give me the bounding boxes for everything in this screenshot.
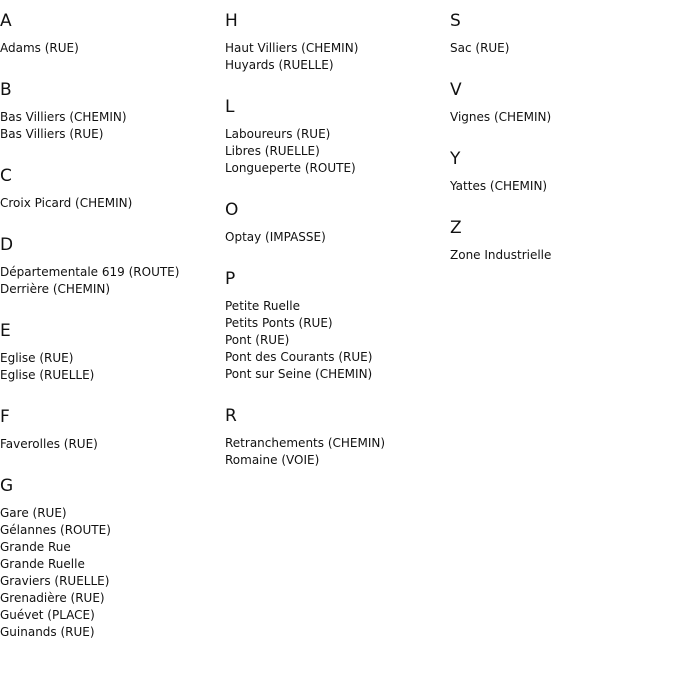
letter-group xyxy=(450,10,670,57)
street-list xyxy=(225,126,445,177)
letter-heading: B xyxy=(0,80,12,100)
street-link[interactable]: Zone Industrielle xyxy=(450,248,552,262)
letter-group xyxy=(225,10,445,74)
letter-group xyxy=(450,79,670,126)
street-link[interactable]: Adams (RUE) xyxy=(0,41,79,55)
letter-heading: S xyxy=(450,11,461,31)
street-link[interactable]: Guévet (PLACE) xyxy=(0,608,95,622)
letter-heading: F xyxy=(0,407,10,427)
letter-heading: A xyxy=(0,11,12,31)
street-link[interactable]: Pont sur Seine (CHEMIN) xyxy=(225,367,373,381)
street-link[interactable]: Libres (RUELLE) xyxy=(225,144,320,158)
letter-heading: P xyxy=(225,269,236,289)
letter-heading: V xyxy=(450,80,462,100)
street-link[interactable]: Croix Picard (CHEMIN) xyxy=(0,196,133,210)
street-link[interactable]: Sac (RUE) xyxy=(450,41,510,55)
street-link[interactable]: Gélannes (ROUTE) xyxy=(0,523,111,537)
street-link[interactable]: Gare (RUE) xyxy=(0,506,67,520)
letter-heading: D xyxy=(0,235,14,255)
street-list xyxy=(225,229,445,246)
letter-group xyxy=(0,320,220,384)
letter-group xyxy=(0,10,220,57)
street-list xyxy=(225,435,445,469)
street-list xyxy=(450,247,670,264)
street-list xyxy=(450,178,670,195)
letter-heading: G xyxy=(0,476,14,496)
letter-heading: R xyxy=(225,406,237,426)
street-link[interactable]: Bas Villiers (CHEMIN) xyxy=(0,110,127,124)
letter-group xyxy=(0,234,220,298)
street-link[interactable]: Retranchements (CHEMIN) xyxy=(225,436,386,450)
letter-group xyxy=(450,217,670,264)
street-list xyxy=(450,109,670,126)
street-link[interactable]: Laboureurs (RUE) xyxy=(225,127,331,141)
street-link[interactable]: Faverolles (RUE) xyxy=(0,437,98,451)
letter-heading: O xyxy=(225,200,239,220)
street-link[interactable]: Longueperte (ROUTE) xyxy=(225,161,356,175)
street-link[interactable]: Grenadière (RUE) xyxy=(0,591,105,605)
street-link[interactable]: Eglise (RUELLE) xyxy=(0,368,95,382)
street-link[interactable]: Vignes (CHEMIN) xyxy=(450,110,552,124)
street-link[interactable]: Petits Ponts (RUE) xyxy=(225,316,333,330)
letter-group xyxy=(225,199,445,246)
street-link[interactable]: Guinands (RUE) xyxy=(0,625,95,639)
street-link[interactable]: Haut Villiers (CHEMIN) xyxy=(225,41,359,55)
letter-heading: H xyxy=(225,11,238,31)
street-link[interactable]: Grande Rue xyxy=(0,540,71,554)
letter-group xyxy=(225,405,445,469)
street-link[interactable]: Pont (RUE) xyxy=(225,333,290,347)
street-list xyxy=(450,40,670,57)
letter-heading: L xyxy=(225,97,235,117)
index-column-2 xyxy=(225,10,445,491)
street-link[interactable]: Yattes (CHEMIN) xyxy=(450,179,548,193)
street-link[interactable]: Grande Ruelle xyxy=(0,557,85,571)
letter-group xyxy=(450,148,670,195)
letter-heading: Z xyxy=(450,218,462,238)
street-link[interactable]: Départementale 619 (ROUTE) xyxy=(0,265,180,279)
letter-heading: C xyxy=(0,166,12,186)
street-link[interactable]: Bas Villiers (RUE) xyxy=(0,127,104,141)
street-link[interactable]: Optay (IMPASSE) xyxy=(225,230,326,244)
letter-heading: Y xyxy=(450,149,461,169)
street-list xyxy=(0,436,220,453)
letter-group xyxy=(0,165,220,212)
letter-group xyxy=(0,406,220,453)
street-list xyxy=(0,264,220,298)
street-link[interactable]: Romaine (VOIE) xyxy=(225,453,320,467)
letter-heading: E xyxy=(0,321,11,341)
letter-group xyxy=(225,96,445,177)
street-link[interactable]: Derrière (CHEMIN) xyxy=(0,282,111,296)
street-link[interactable]: Petite Ruelle xyxy=(225,299,300,313)
street-list xyxy=(225,40,445,74)
letter-group xyxy=(225,268,445,383)
letter-group xyxy=(0,475,220,641)
index-column-3 xyxy=(450,10,670,286)
street-link[interactable]: Eglise (RUE) xyxy=(0,351,74,365)
street-list xyxy=(225,298,445,383)
street-link[interactable]: Graviers (RUELLE) xyxy=(0,574,110,588)
street-list xyxy=(0,40,220,57)
street-link[interactable]: Pont des Courants (RUE) xyxy=(225,350,373,364)
street-list xyxy=(0,109,220,143)
street-link[interactable]: Huyards (RUELLE) xyxy=(225,58,334,72)
index-column-1 xyxy=(0,10,220,663)
street-list xyxy=(0,195,220,212)
street-list xyxy=(0,350,220,384)
letter-group xyxy=(0,79,220,143)
street-list xyxy=(0,505,220,641)
